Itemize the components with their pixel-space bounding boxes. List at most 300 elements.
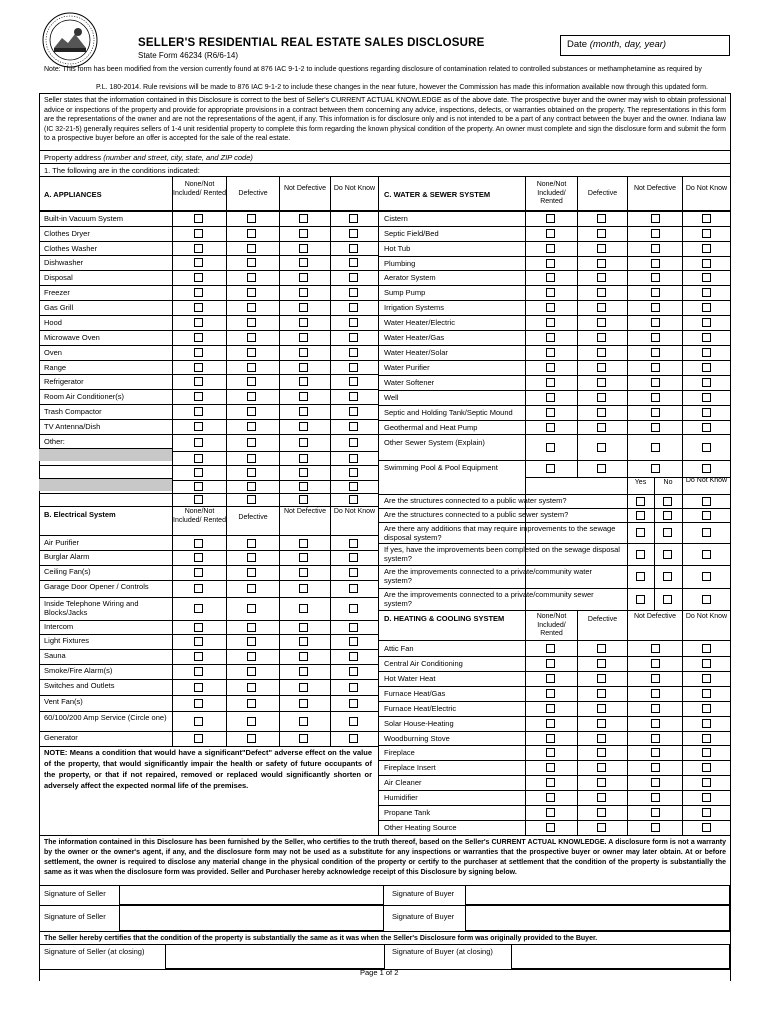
heating-checkbox[interactable] xyxy=(702,704,711,713)
electrical-checkbox[interactable] xyxy=(194,553,203,562)
heating-checkbox[interactable] xyxy=(702,689,711,698)
water-checkbox[interactable] xyxy=(597,229,606,238)
heating-checkbox[interactable] xyxy=(651,778,660,787)
yes-no-checkbox[interactable] xyxy=(702,511,711,520)
yes-no-checkbox[interactable] xyxy=(702,572,711,581)
electrical-checkbox[interactable] xyxy=(299,604,308,613)
heating-checkbox[interactable] xyxy=(546,748,555,757)
water-row-line xyxy=(378,360,730,361)
appliance-checkbox[interactable] xyxy=(299,377,308,386)
heating-row-line xyxy=(378,805,730,806)
water-checkbox[interactable] xyxy=(597,214,606,223)
appliance-checkbox[interactable] xyxy=(247,438,256,447)
water-checkbox[interactable] xyxy=(546,229,555,238)
appliance-checkbox[interactable] xyxy=(349,273,358,282)
heating-checkbox[interactable] xyxy=(546,704,555,713)
water-row-line xyxy=(378,345,730,346)
heating-row-line xyxy=(378,760,730,761)
appliance-checkbox[interactable] xyxy=(247,229,256,238)
heating-checkbox[interactable] xyxy=(597,808,606,817)
appliance-checkbox[interactable] xyxy=(299,303,308,312)
water-checkbox[interactable] xyxy=(546,363,555,372)
electrical-checkbox[interactable] xyxy=(247,623,256,632)
yes-no-checkbox[interactable] xyxy=(702,550,711,559)
water-checkbox[interactable] xyxy=(702,303,711,312)
water-label: Hot Tub xyxy=(384,244,411,253)
electrical-checkbox[interactable] xyxy=(247,699,256,708)
heating-checkbox[interactable] xyxy=(597,778,606,787)
water-checkbox[interactable] xyxy=(546,273,555,282)
water-checkbox[interactable] xyxy=(702,273,711,282)
appliance-checkbox[interactable] xyxy=(349,468,358,477)
electrical-checkbox[interactable] xyxy=(349,667,358,676)
appliance-checkbox[interactable] xyxy=(349,229,358,238)
electrical-checkbox[interactable] xyxy=(299,584,308,593)
yes-no-checkbox[interactable] xyxy=(636,497,645,506)
water-checkbox[interactable] xyxy=(597,273,606,282)
appliance-checkbox[interactable] xyxy=(349,258,358,267)
appliance-checkbox[interactable] xyxy=(194,318,203,327)
water-checkbox[interactable] xyxy=(651,348,660,357)
electrical-checkbox[interactable] xyxy=(299,683,308,692)
water-checkbox[interactable] xyxy=(597,423,606,432)
appliance-checkbox[interactable] xyxy=(299,333,308,342)
appliance-checkbox[interactable] xyxy=(299,214,308,223)
electrical-checkbox[interactable] xyxy=(299,652,308,661)
appliance-checkbox[interactable] xyxy=(247,468,256,477)
heating-checkbox[interactable] xyxy=(546,734,555,743)
heating-row-line xyxy=(378,656,730,657)
appliance-checkbox[interactable] xyxy=(194,258,203,267)
water-checkbox[interactable] xyxy=(546,244,555,253)
heating-checkbox[interactable] xyxy=(651,704,660,713)
appliance-checkbox[interactable] xyxy=(247,333,256,342)
water-checkbox[interactable] xyxy=(651,288,660,297)
appliance-checkbox[interactable] xyxy=(299,229,308,238)
appliance-checkbox[interactable] xyxy=(247,288,256,297)
water-checkbox[interactable] xyxy=(546,393,555,402)
water-checkbox[interactable] xyxy=(651,378,660,387)
appliance-checkbox[interactable] xyxy=(247,348,256,357)
water-col-not-defective-header: Not Defective xyxy=(633,185,677,192)
water-checkbox[interactable] xyxy=(651,244,660,253)
electrical-checkbox[interactable] xyxy=(349,623,358,632)
water-checkbox[interactable] xyxy=(597,408,606,417)
electrical-checkbox[interactable] xyxy=(247,568,256,577)
water-checkbox[interactable] xyxy=(702,393,711,402)
electrical-checkbox[interactable] xyxy=(299,637,308,646)
heating-checkbox[interactable] xyxy=(597,823,606,832)
appliance-checkbox[interactable] xyxy=(194,422,203,431)
electrical-checkbox[interactable] xyxy=(194,683,203,692)
electrical-checkbox[interactable] xyxy=(247,584,256,593)
heating-checkbox[interactable] xyxy=(546,763,555,772)
electrical-checkbox[interactable] xyxy=(247,637,256,646)
appliance-checkbox[interactable] xyxy=(349,407,358,416)
electrical-checkbox[interactable] xyxy=(299,623,308,632)
water-checkbox[interactable] xyxy=(546,423,555,432)
water-checkbox[interactable] xyxy=(546,443,555,452)
yes-no-checkbox[interactable] xyxy=(663,572,672,581)
heating-checkbox[interactable] xyxy=(651,659,660,668)
heating-checkbox[interactable] xyxy=(546,778,555,787)
electrical-checkbox[interactable] xyxy=(349,652,358,661)
appliance-checkbox[interactable] xyxy=(349,377,358,386)
water-checkbox[interactable] xyxy=(546,303,555,312)
water-checkbox[interactable] xyxy=(702,214,711,223)
electrical-row-line xyxy=(39,679,378,680)
heating-checkbox[interactable] xyxy=(702,778,711,787)
water-row-line xyxy=(378,241,730,242)
appliance-checkbox[interactable] xyxy=(299,495,308,504)
property-address-field[interactable] xyxy=(44,153,253,162)
appliance-checkbox[interactable] xyxy=(194,438,203,447)
yes-no-checkbox[interactable] xyxy=(636,572,645,581)
electrical-checkbox[interactable] xyxy=(349,604,358,613)
water-checkbox[interactable] xyxy=(651,273,660,282)
electrical-checkbox[interactable] xyxy=(247,652,256,661)
appliance-checkbox[interactable] xyxy=(194,468,203,477)
electrical-checkbox[interactable] xyxy=(247,539,256,548)
heating-checkbox[interactable] xyxy=(702,719,711,728)
appliance-row-line xyxy=(39,434,378,435)
appliance-checkbox[interactable] xyxy=(299,438,308,447)
yes-no-checkbox[interactable] xyxy=(636,528,645,537)
water-checkbox[interactable] xyxy=(546,333,555,342)
appliance-checkbox[interactable] xyxy=(247,495,256,504)
water-checkbox[interactable] xyxy=(597,443,606,452)
appliance-checkbox[interactable] xyxy=(194,495,203,504)
water-checkbox[interactable] xyxy=(651,214,660,223)
water-checkbox[interactable] xyxy=(597,348,606,357)
electrical-checkbox[interactable] xyxy=(299,568,308,577)
water-checkbox[interactable] xyxy=(702,378,711,387)
appliance-checkbox[interactable] xyxy=(299,258,308,267)
appliance-checkbox[interactable] xyxy=(349,438,358,447)
electrical-checkbox[interactable] xyxy=(349,553,358,562)
appliance-checkbox[interactable] xyxy=(299,288,308,297)
heating-checkbox[interactable] xyxy=(546,808,555,817)
electrical-label: Ceiling Fan(s) xyxy=(44,567,91,576)
heating-checkbox[interactable] xyxy=(546,823,555,832)
electrical-checkbox[interactable] xyxy=(194,623,203,632)
electrical-checkbox[interactable] xyxy=(194,539,203,548)
seller-signature-2-field[interactable] xyxy=(119,905,384,931)
yes-no-checkbox[interactable] xyxy=(636,550,645,559)
heating-checkbox[interactable] xyxy=(702,748,711,757)
electrical-checkbox[interactable] xyxy=(194,637,203,646)
water-checkbox[interactable] xyxy=(597,464,606,473)
electrical-checkbox[interactable] xyxy=(349,539,358,548)
appliance-checkbox[interactable] xyxy=(194,303,203,312)
appliance-checkbox[interactable] xyxy=(349,392,358,401)
electrical-checkbox[interactable] xyxy=(349,734,358,743)
appliance-checkbox[interactable] xyxy=(247,454,256,463)
appliance-checkbox[interactable] xyxy=(194,214,203,223)
appliance-checkbox[interactable] xyxy=(194,348,203,357)
water-checkbox[interactable] xyxy=(651,443,660,452)
appliance-row-line xyxy=(39,493,378,494)
appliance-checkbox[interactable] xyxy=(247,422,256,431)
heating-checkbox[interactable] xyxy=(597,763,606,772)
heating-checkbox[interactable] xyxy=(651,808,660,817)
appliance-checkbox[interactable] xyxy=(299,468,308,477)
electrical-checkbox[interactable] xyxy=(247,717,256,726)
water-checkbox[interactable] xyxy=(597,288,606,297)
appliance-checkbox[interactable] xyxy=(194,363,203,372)
appliance-checkbox[interactable] xyxy=(299,407,308,416)
water-checkbox[interactable] xyxy=(651,464,660,473)
buyer-signature-field[interactable] xyxy=(465,885,730,905)
appliance-checkbox[interactable] xyxy=(349,303,358,312)
heating-checkbox[interactable] xyxy=(546,689,555,698)
water-row-line xyxy=(378,460,730,461)
heating-checkbox[interactable] xyxy=(702,674,711,683)
water-checkbox[interactable] xyxy=(651,333,660,342)
water-checkbox[interactable] xyxy=(546,408,555,417)
water-checkbox[interactable] xyxy=(702,259,711,268)
water-checkbox[interactable] xyxy=(702,244,711,253)
water-checkbox[interactable] xyxy=(702,333,711,342)
water-row-line xyxy=(378,330,730,331)
electrical-checkbox[interactable] xyxy=(194,652,203,661)
water-checkbox[interactable] xyxy=(546,464,555,473)
electrical-checkbox[interactable] xyxy=(349,584,358,593)
water-checkbox[interactable] xyxy=(651,408,660,417)
electrical-checkbox[interactable] xyxy=(194,699,203,708)
heating-checkbox[interactable] xyxy=(597,704,606,713)
electrical-checkbox[interactable] xyxy=(194,604,203,613)
appliance-checkbox[interactable] xyxy=(247,377,256,386)
appliance-checkbox[interactable] xyxy=(194,244,203,253)
electrical-checkbox[interactable] xyxy=(299,667,308,676)
electrical-checkbox[interactable] xyxy=(247,667,256,676)
appliance-checkbox[interactable] xyxy=(194,407,203,416)
water-checkbox[interactable] xyxy=(546,259,555,268)
yes-no-checkbox[interactable] xyxy=(702,595,711,604)
water-checkbox[interactable] xyxy=(651,229,660,238)
water-checkbox[interactable] xyxy=(597,259,606,268)
water-checkbox[interactable] xyxy=(597,378,606,387)
heating-checkbox[interactable] xyxy=(546,674,555,683)
appliance-checkbox[interactable] xyxy=(349,333,358,342)
electrical-checkbox[interactable] xyxy=(299,553,308,562)
appliance-checkbox[interactable] xyxy=(247,363,256,372)
electrical-checkbox[interactable] xyxy=(299,539,308,548)
water-checkbox[interactable] xyxy=(597,333,606,342)
water-checkbox[interactable] xyxy=(546,318,555,327)
electrical-checkbox[interactable] xyxy=(349,637,358,646)
appliance-checkbox[interactable] xyxy=(349,422,358,431)
appliance-checkbox[interactable] xyxy=(247,273,256,282)
appliance-checkbox[interactable] xyxy=(194,229,203,238)
heating-checkbox[interactable] xyxy=(651,719,660,728)
date-field[interactable] xyxy=(560,35,730,56)
electrical-row-line xyxy=(39,565,378,566)
water-checkbox[interactable] xyxy=(651,363,660,372)
water-checkbox[interactable] xyxy=(546,348,555,357)
heating-checkbox[interactable] xyxy=(702,659,711,668)
appliance-checkbox[interactable] xyxy=(349,214,358,223)
appliance-checkbox[interactable] xyxy=(194,288,203,297)
heating-checkbox[interactable] xyxy=(546,719,555,728)
yes-no-checkbox[interactable] xyxy=(663,550,672,559)
appliance-checkbox[interactable] xyxy=(349,454,358,463)
heating-checkbox[interactable] xyxy=(597,674,606,683)
heating-checkbox[interactable] xyxy=(651,763,660,772)
electrical-checkbox[interactable] xyxy=(247,734,256,743)
electrical-row-line xyxy=(39,550,378,551)
heating-checkbox[interactable] xyxy=(651,793,660,802)
appliance-checkbox[interactable] xyxy=(349,318,358,327)
appliance-checkbox[interactable] xyxy=(299,244,308,253)
water-checkbox[interactable] xyxy=(702,318,711,327)
electrical-checkbox[interactable] xyxy=(247,683,256,692)
water-checkbox[interactable] xyxy=(597,318,606,327)
water-checkbox[interactable] xyxy=(651,423,660,432)
heating-checkbox[interactable] xyxy=(597,659,606,668)
seller-signature-field[interactable] xyxy=(119,885,384,905)
water-checkbox[interactable] xyxy=(702,408,711,417)
appliance-checkbox[interactable] xyxy=(299,482,308,491)
appliance-checkbox[interactable] xyxy=(349,495,358,504)
appliance-checkbox[interactable] xyxy=(194,454,203,463)
heating-checkbox[interactable] xyxy=(702,644,711,653)
appliance-checkbox[interactable] xyxy=(194,482,203,491)
electrical-checkbox[interactable] xyxy=(299,699,308,708)
appliance-checkbox[interactable] xyxy=(299,392,308,401)
heating-checkbox[interactable] xyxy=(702,793,711,802)
electrical-checkbox[interactable] xyxy=(349,683,358,692)
yes-no-checkbox[interactable] xyxy=(663,595,672,604)
electrical-checkbox[interactable] xyxy=(349,699,358,708)
electrical-checkbox[interactable] xyxy=(194,584,203,593)
heating-checkbox[interactable] xyxy=(702,734,711,743)
appliance-checkbox[interactable] xyxy=(194,377,203,386)
water-checkbox[interactable] xyxy=(651,393,660,402)
water-checkbox[interactable] xyxy=(597,303,606,312)
heating-checkbox[interactable] xyxy=(651,674,660,683)
appliance-checkbox[interactable] xyxy=(194,392,203,401)
appliance-checkbox[interactable] xyxy=(247,258,256,267)
buyer-signature-2-label: Signature of Buyer xyxy=(392,912,455,921)
electrical-checkbox[interactable] xyxy=(349,568,358,577)
appliance-checkbox[interactable] xyxy=(349,288,358,297)
water-checkbox[interactable] xyxy=(651,259,660,268)
heating-checkbox[interactable] xyxy=(597,719,606,728)
water-checkbox[interactable] xyxy=(702,443,711,452)
heating-checkbox[interactable] xyxy=(651,823,660,832)
heating-checkbox[interactable] xyxy=(702,808,711,817)
appliance-checkbox[interactable] xyxy=(349,348,358,357)
heating-checkbox[interactable] xyxy=(597,734,606,743)
electrical-checkbox[interactable] xyxy=(194,734,203,743)
appliance-checkbox[interactable] xyxy=(299,454,308,463)
heating-checkbox[interactable] xyxy=(546,793,555,802)
heating-checkbox[interactable] xyxy=(546,644,555,653)
appliance-checkbox[interactable] xyxy=(194,333,203,342)
heating-checkbox[interactable] xyxy=(651,748,660,757)
yes-no-checkbox[interactable] xyxy=(702,497,711,506)
yes-no-checkbox[interactable] xyxy=(702,528,711,537)
yes-no-checkbox[interactable] xyxy=(663,511,672,520)
water-checkbox[interactable] xyxy=(546,378,555,387)
heating-checkbox[interactable] xyxy=(651,689,660,698)
appliance-checkbox[interactable] xyxy=(299,318,308,327)
heating-checkbox[interactable] xyxy=(597,644,606,653)
water-checkbox[interactable] xyxy=(702,229,711,238)
heating-checkbox[interactable] xyxy=(546,659,555,668)
appliance-checkbox[interactable] xyxy=(247,244,256,253)
heating-checkbox[interactable] xyxy=(597,748,606,757)
appliance-checkbox[interactable] xyxy=(299,348,308,357)
appliance-checkbox[interactable] xyxy=(349,363,358,372)
appliance-checkbox[interactable] xyxy=(299,273,308,282)
water-checkbox[interactable] xyxy=(651,303,660,312)
heating-checkbox[interactable] xyxy=(651,734,660,743)
yes-no-checkbox[interactable] xyxy=(636,511,645,520)
water-checkbox[interactable] xyxy=(546,288,555,297)
electrical-checkbox[interactable] xyxy=(299,734,308,743)
water-checkbox[interactable] xyxy=(597,363,606,372)
water-checkbox[interactable] xyxy=(651,318,660,327)
appliance-checkbox[interactable] xyxy=(247,407,256,416)
appliance-checkbox[interactable] xyxy=(349,244,358,253)
electrical-checkbox[interactable] xyxy=(299,717,308,726)
heating-checkbox[interactable] xyxy=(702,823,711,832)
buyer-signature-2-field[interactable] xyxy=(465,905,730,931)
appliance-checkbox[interactable] xyxy=(247,482,256,491)
water-checkbox[interactable] xyxy=(597,393,606,402)
water-checkbox[interactable] xyxy=(702,423,711,432)
water-checkbox[interactable] xyxy=(702,348,711,357)
heating-checkbox[interactable] xyxy=(597,793,606,802)
heating-checkbox[interactable] xyxy=(702,763,711,772)
other-blank-2[interactable] xyxy=(39,478,172,491)
date-hint: (month, day, year) xyxy=(589,39,667,50)
appliance-checkbox[interactable] xyxy=(299,422,308,431)
water-checkbox[interactable] xyxy=(702,288,711,297)
yes-no-checkbox[interactable] xyxy=(663,528,672,537)
electrical-checkbox[interactable] xyxy=(247,553,256,562)
appliance-checkbox[interactable] xyxy=(247,303,256,312)
water-checkbox[interactable] xyxy=(546,214,555,223)
electrical-row-line xyxy=(39,634,378,635)
electrical-checkbox[interactable] xyxy=(194,568,203,577)
water-checkbox[interactable] xyxy=(702,464,711,473)
water-checkbox[interactable] xyxy=(702,363,711,372)
appliance-checkbox[interactable] xyxy=(349,482,358,491)
seller-closing-field[interactable] xyxy=(165,944,385,969)
yes-no-checkbox[interactable] xyxy=(663,497,672,506)
appliance-checkbox[interactable] xyxy=(247,214,256,223)
appliance-checkbox[interactable] xyxy=(247,392,256,401)
other-blank-1[interactable] xyxy=(39,448,172,461)
appliance-checkbox[interactable] xyxy=(247,318,256,327)
electrical-checkbox[interactable] xyxy=(247,604,256,613)
appliance-checkbox[interactable] xyxy=(194,273,203,282)
heating-checkbox[interactable] xyxy=(651,644,660,653)
col-none-header: None/Not Included/ Rented xyxy=(173,181,226,197)
yes-no-checkbox[interactable] xyxy=(636,595,645,604)
water-checkbox[interactable] xyxy=(597,244,606,253)
buyer-closing-field[interactable] xyxy=(511,944,730,969)
electrical-checkbox[interactable] xyxy=(194,667,203,676)
heating-checkbox[interactable] xyxy=(597,689,606,698)
electrical-checkbox[interactable] xyxy=(194,717,203,726)
electrical-checkbox[interactable] xyxy=(349,717,358,726)
appliance-checkbox[interactable] xyxy=(299,363,308,372)
